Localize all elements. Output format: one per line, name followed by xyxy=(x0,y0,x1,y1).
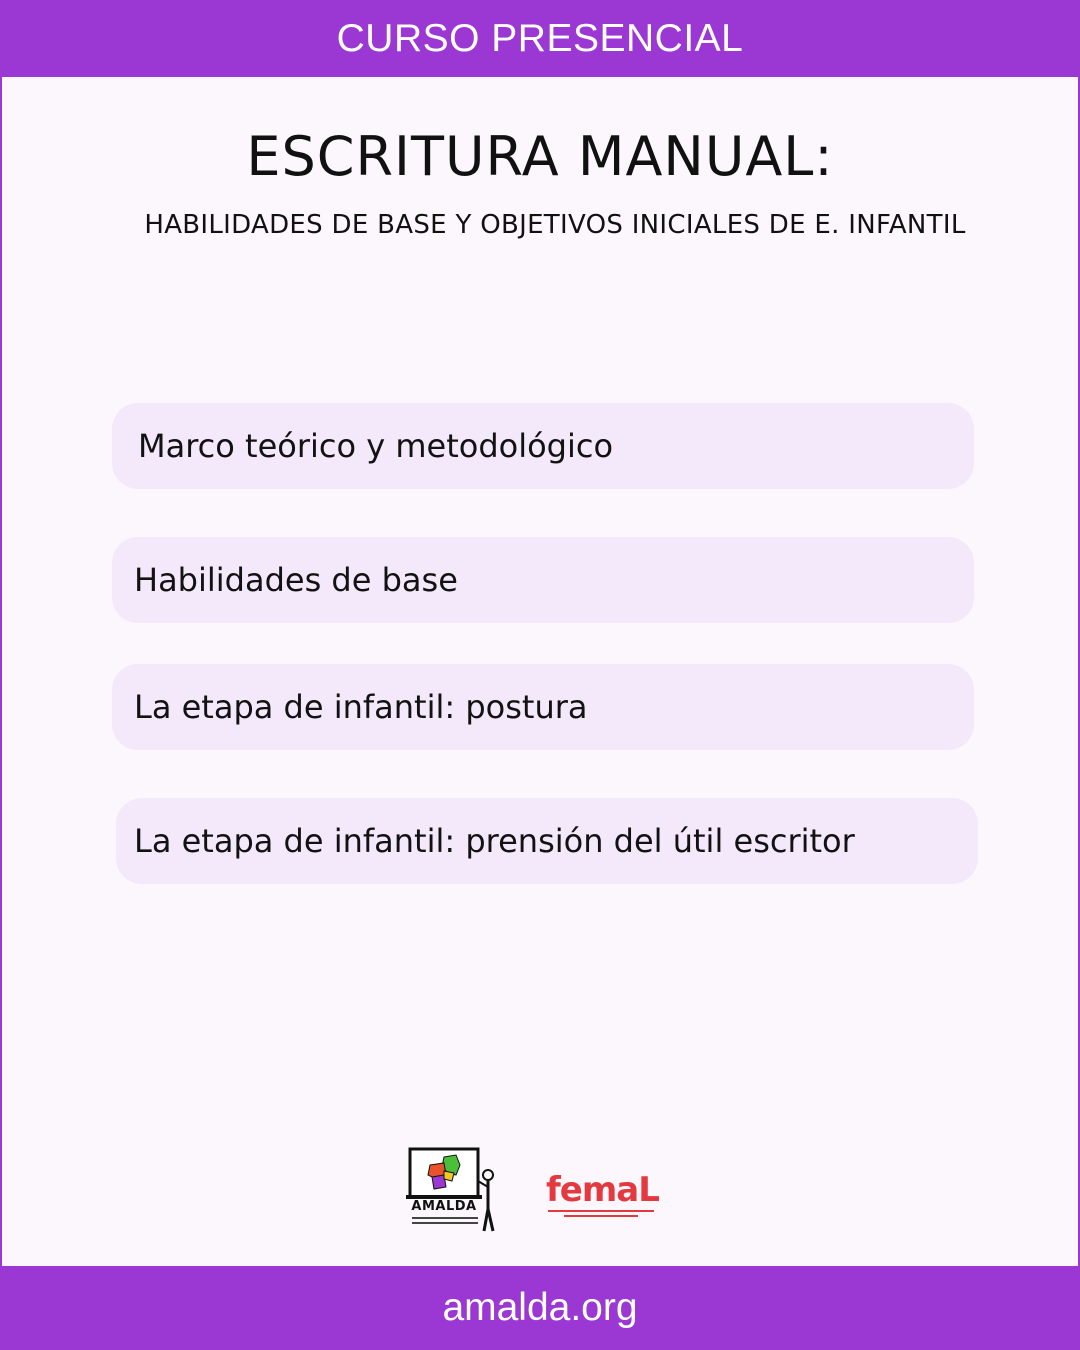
page-subtitle: HABILIDADES DE BASE Y OBJETIVOS INICIALES DE E. INFANTIL xyxy=(144,210,966,240)
topic-label: La etapa de infantil: prensión del útil escritor xyxy=(134,822,855,860)
amalda-logo-text: AMALDA xyxy=(411,1199,477,1214)
topic-item xyxy=(112,537,974,623)
website-label: amalda.org xyxy=(442,1286,638,1329)
topic-label: Marco teórico y metodológico xyxy=(138,427,614,465)
topic-item xyxy=(112,403,974,489)
fema-logo-icon xyxy=(542,1170,662,1226)
topic-item xyxy=(116,798,978,884)
fema-logo xyxy=(542,1170,662,1226)
course-type-label: CURSO PRESENCIAL xyxy=(336,16,744,60)
amalda-logo xyxy=(404,1145,500,1237)
topic-label: La etapa de infantil: postura xyxy=(134,688,588,726)
topic-label: Habilidades de base xyxy=(134,561,458,599)
amalda-logo-icon xyxy=(404,1145,500,1237)
bottom-banner xyxy=(0,1266,1080,1350)
page-title: ESCRITURA MANUAL: xyxy=(246,125,834,188)
topic-item xyxy=(112,664,974,750)
content-area xyxy=(2,77,1078,1266)
top-banner xyxy=(0,0,1080,77)
fema-logo-text: femaL xyxy=(546,1170,659,1210)
